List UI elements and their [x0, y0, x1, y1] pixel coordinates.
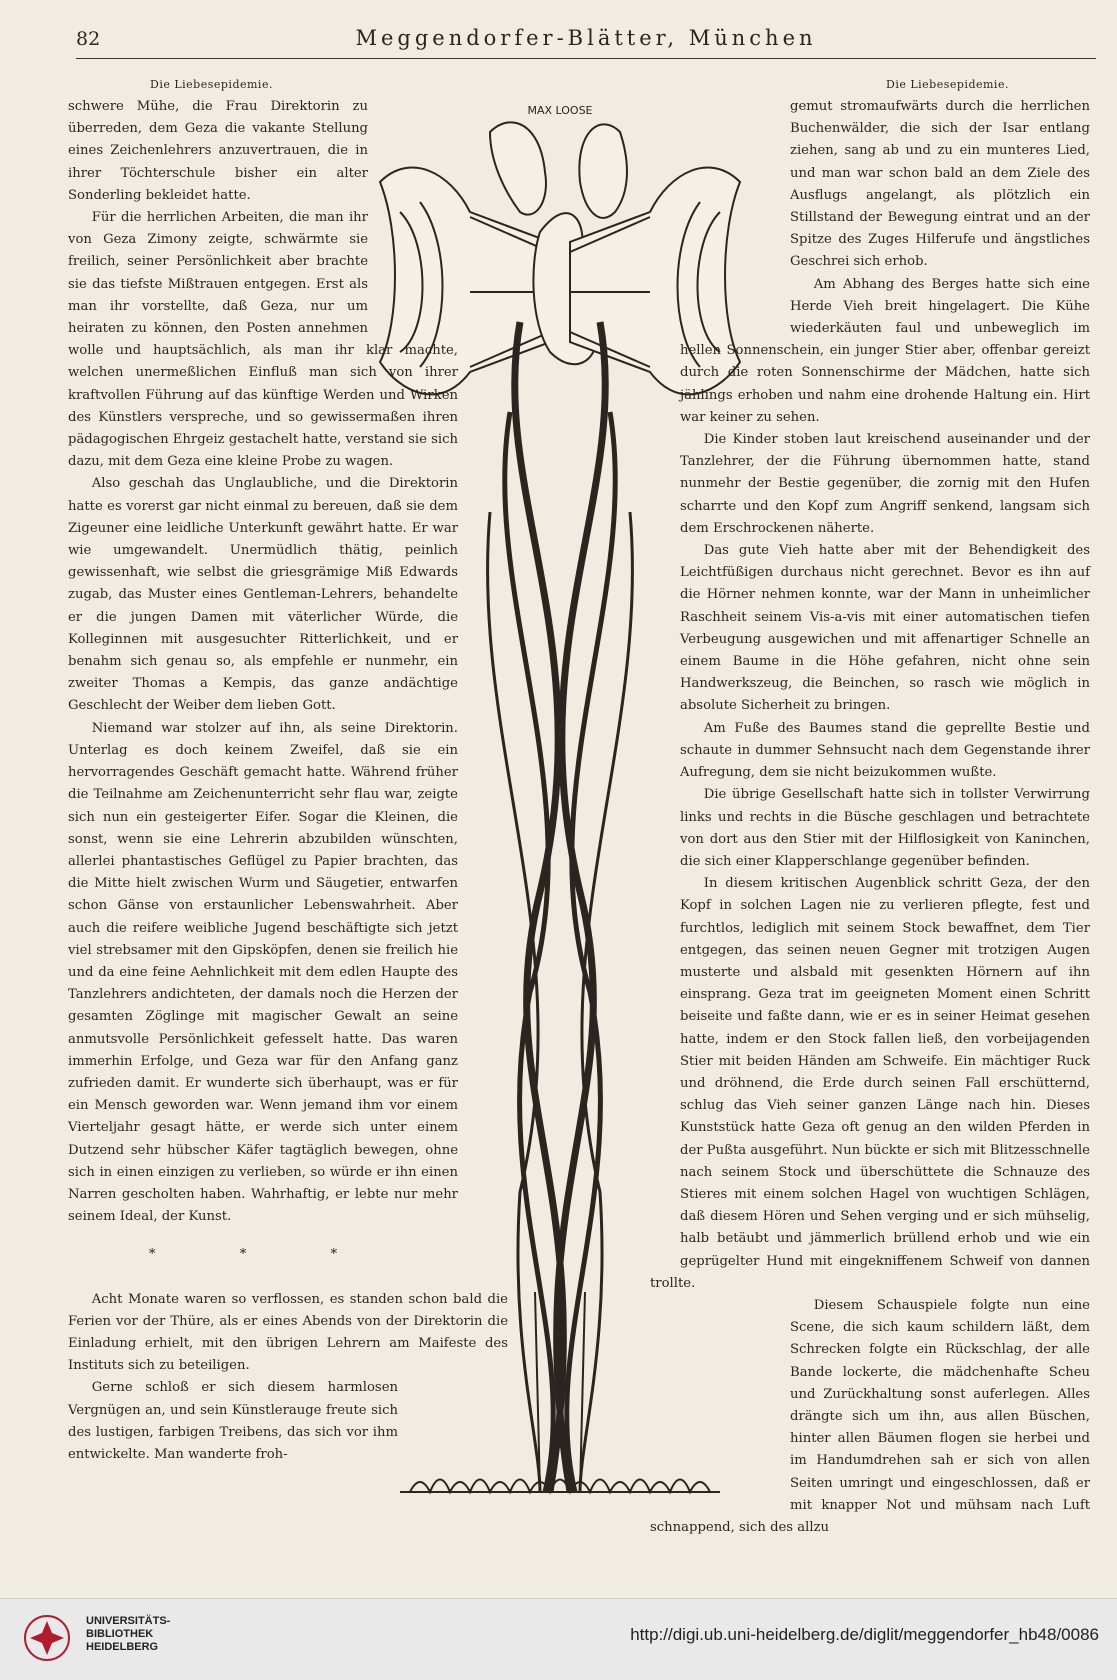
- section-title-right: Die Liebesepidemie.: [886, 78, 1009, 91]
- paragraph: Also geschah das Unglaubliche, und die Direktorin hatte es vorerst gar nicht einmal zu bereuen, daß sie dem Zigeuner eine leidliche Unterkunft gewährt hatte. Er war wie umgewandelt. Unermüdlich thätig, peinlich gewissenhaft, wie selbst die griesgrämige Miß Edwards zugab, das Muster eines Gentleman-Lehrers, behandelte er die jungen Damen mit väterlicher Würde, die Kolleginnen mit ausgesuchter Ritterlichkeit, und er benahm sich genau so, als empfehle er nunmehr, ein zweiter Thomas a Kempis, das ganze andächtige Geschlecht der Weiber dem lieben Gott.: [68, 476, 458, 714]
- page-number: 82: [76, 28, 101, 50]
- paragraph: Das gute Vieh hatte aber mit der Behendigkeit des Leichtfüßigen durchaus nicht gerechnet. Bevor es ihn auf die Hörner nehmen konnte, war der Mann in unheimlicher Raschheit seinem Vis-a-vis mit einer automatischen tiefen Verbeugung ausgewichen und mit affenartiger Schnelle an einem Baume in die Höhe gefahren, nicht ohne sein Handwerkszeug, die Beinchen, so rasch wie möglich in absolute Sicherheit zu bringen.: [680, 543, 1090, 714]
- paragraph: Niemand war stolzer auf ihn, als seine Direktorin. Unterlag es doch keinem Zweifel, daß sie ein hervorragendes Geschäft gemacht hatte. Während früher die Teilnahme am Zeichenunterricht sehr flau war, zeigte sich nun ein gesteigerter Eifer. Sogar die Kleinen, die sonst, wenn sie eine Lehrerin abzubilden wünschten, allerlei phantastisches Geflügel zu Papier brachten, das die Mitte hielt zwischen Wurm und Säugetier, entwarfen schon Gänse von erstaunlicher Lebenswahrheit. Aber auch die reifere weibliche Jugend beschäftigte sich jetzt viel strebsamer mit den Gipsköpfen, denen sie freilich hie und da eine feine Aehnlichkeit mit dem edlen Haupte des Tanzlehrers andichteten, der damals noch die Herzen der gesamten Zöglinge mit magischer Gewalt an seine anmutsvolle Persönlichkeit gefesselt hatte. Das waren immerhin Erfolge, und Geza war für den Anfang ganz zufrieden damit. Er wunderte sich überhaupt, was er für ein Mensch geworden war. Wenn jemand ihm vor einem Vierteljahr gesagt hätte, er werde sich unter einem Dutzend sehr hübscher Käfer tagtäglich bewegen, ohne sich in einen einzigen zu verlieben, so würde er ihn einen Narren gescholten haben. Wahrhaftig, er lebte nur mehr seinem Ideal, der Kunst.: [68, 720, 458, 1225]
- library-footer: [0, 1598, 1117, 1680]
- paragraph: Acht Monate waren so verflossen, es standen schon bald die Ferien vor der Thüre, als er eines Abends von der Direktorin die Einladung erhielt, mit den übrigen Lehrern am Maifeste des Instituts sich zu beteiligen.: [68, 1291, 508, 1374]
- section-divider: * * *: [148, 1247, 378, 1263]
- library-name: UNIVERSITÄTS- BIBLIOTHEK HEIDELBERG: [86, 1615, 171, 1653]
- left-text-column: [68, 96, 508, 1577]
- paragraph: schwere Mühe, die Frau Direktorin zu überreden, dem Geza die vakante Stellung eines Zeichenlehrers anzuvertrauen, die in ihrer Töchterschule bisher ein alter Sonderling bekleidet hatte.: [68, 99, 368, 203]
- right-text-column: [650, 96, 1090, 1539]
- source-url-link[interactable]: http://digi.ub.uni-heidelberg.de/diglit/meggendorfer_hb48/0086: [630, 1625, 1099, 1644]
- journal-title: Meggendorfer-Blätter, München: [355, 26, 817, 50]
- page-header: [76, 26, 1096, 59]
- section-title-left: Die Liebesepidemie.: [150, 78, 273, 91]
- paragraph: Für die herrlichen Arbeiten, die man ihr von Geza Zimony zeigte, schwärmte sie freilich, seiner Persönlichkeit aber brachte sie das tiefste Mißtrauen entgegen. Erst als man ihr vorstellte, daß Geza, nur um heiraten zu können, den Posten annehmen wolle und hauptsächlich, als man ihr klar machte, welchen unermeßlichen Einfluß man sich von ihrer kraftvollen Führung auf das künftige Werden und Wirken des Künstlers verspreche, und so gewissermaßen ihren pädagogischen Ehrgeiz gestachelt hatte, verstand sie sich dazu, mit dem Geza eine kleine Probe zu wagen.: [68, 210, 458, 470]
- paragraph: Gerne schloß er sich diesem harmlosen Vergnügen an, und sein Künstlerauge freute sich des lustigen, farbigen Treibens, das sich vor ihm entwickelte. Man wanderte froh-: [68, 1380, 398, 1462]
- paragraph: Am Fuße des Baumes stand die geprellte Bestie und schaute in dummer Sehnsucht nach dem Gegenstande ihrer Aufregung, dem sie nicht beizukommen wußte.: [680, 720, 1090, 781]
- paragraph: Die Kinder stoben laut kreischend auseinander und der Tanzlehrer, der die Führung übernommen hatte, stand nunmehr der Bestie gegenüber, die zornig mit den Hufen scharrte und den Kopf zum Angriff senkend, langsam sich dem Erschrockenen näherte.: [680, 432, 1090, 536]
- artist-signature: MAX LOOSE: [527, 104, 593, 117]
- paragraph: In diesem kritischen Augenblick schritt Geza, der den Kopf in solchen Lagen nie zu verlieren pflegte, fest und furchtlos, lediglich mit seinem Stock bewaffnet, dem Tier entgegen, das seinen neuen Gegner mit trotzigen Augen musterte und alsbald mit gesenkten Hörnern auf ihn einsprang. Geza trat im geeigneten Moment einen Schritt beiseite und faßte dann, wie er es in seiner Heimat gesehen hatte, indem er den Stock fallen ließ, den vorbeijagenden Stier mit beiden Händen am Schweife. Ein mächtiger Ruck und dröhnend, die Erde durch seinen Fall erschütternd, schlug das Vieh seiner ganzen Länge nach hin. Dieses Kunststück hatte Geza oft genug an den wilden Pferden in der Pußta ausgeführt. Nun bückte er sich mit Blitzesschnelle nach seinem Stock und überschüttete die Schnauze des Stieres mit einem solchen Hagel von wuchtigen Schlägen, daß diesem Hören und Sehen verging und er sich mühselig, halb betäubt und jämmerlich brüllend erhob und wie ein geprügelter Hund mit eingekniffenem Schweif von dannen trollte.: [650, 876, 1090, 1291]
- university-library-logo-icon: [22, 1613, 72, 1663]
- paragraph: Die übrige Gesellschaft hatte sich in tollster Verwirrung links und rechts in die Büsche geschlagen und betrachtete von dort aus den Stier mit der Hilflosigkeit von Kaninchen, die sich einer Klapperschlange gegenüber befinden.: [680, 787, 1090, 869]
- paragraph: gemut stromaufwärts durch die herrlichen Buchenwälder, die sich der Isar entlang ziehen, sang ab und zu ein munteres Lied, und man war schon bald an dem Ziele des Ausflugs angelangt, als plötzlich ein Stillstand der Bewegung eintrat und an der Spitze des Zuges Hilferufe und ängstliches Geschrei sich erhob.: [790, 99, 1090, 270]
- paragraph: Am Abhang des Berges hatte sich eine Herde Vieh breit hingelagert. Die Kühe wiederkäuten faul und unbeweglich im hellen Sonnenschein, ein junger Stier aber, offenbar gereizt durch die roten Sonnenschirme der Mädchen, hatte sich jählings erhoben und nahm eine drohende Haltung ein. Hirt war keiner zu sehen.: [680, 276, 1090, 425]
- paragraph: Diesem Schauspiele folgte nun eine Scene, die sich kaum schildern läßt, dem Schrecken folgte ein Rückschlag, der alle Bande lockerte, die mädchenhafte Scheu und Zurückhaltung sonst auferlegen. Alles drängte sich um ihn, aus allen Büschen, hinter allen Bäumen flogen sie herbei und im Handumdrehen sah er sich von allen Seiten umringt und eingeschlossen, daß er mit knapper Not und mühsam nach Luft schnappend, sich des allzu: [650, 1297, 1090, 1535]
